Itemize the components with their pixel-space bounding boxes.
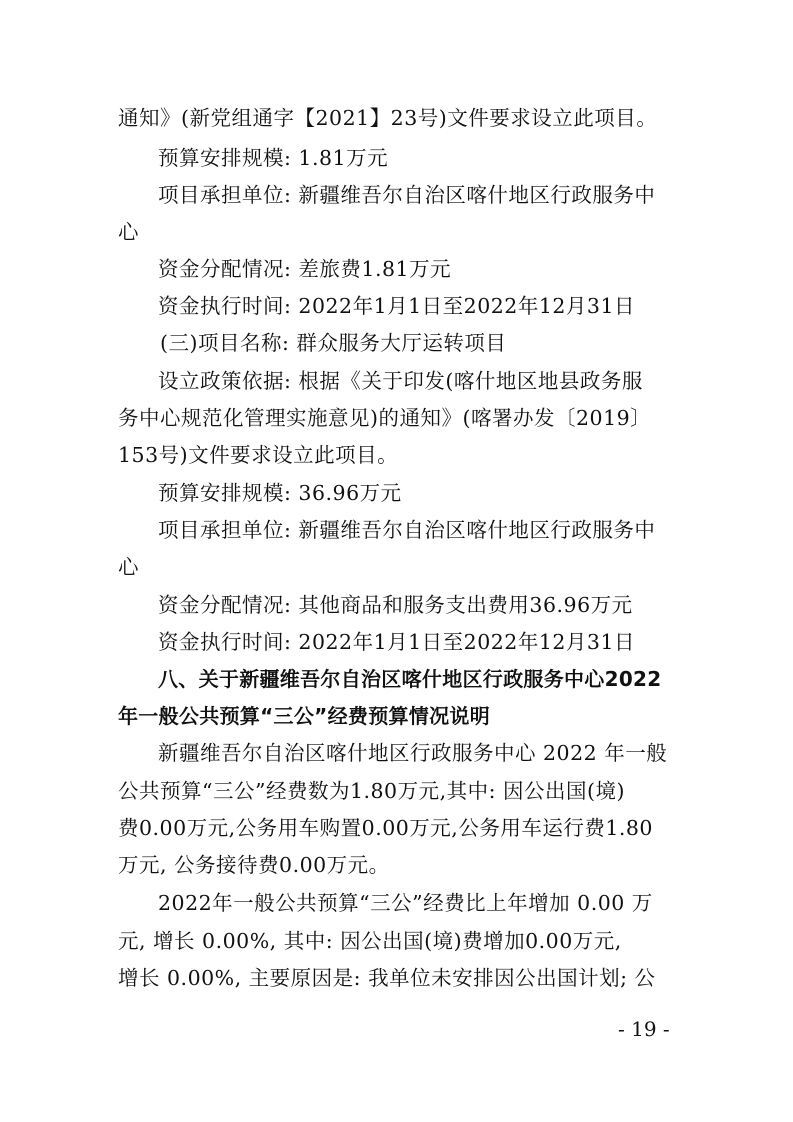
text-line: 预算安排规模: 1.81万元	[158, 146, 389, 170]
text-line: 预算安排规模: 36.96万元	[158, 481, 402, 505]
text-line: 元, 增长 0.00%, 其中: 因公出国(境)费增加0.00万元,	[118, 929, 622, 953]
text-line: 心	[118, 555, 139, 579]
section-heading: (三)项目名称: 群众服务大厅运转项目	[160, 331, 507, 355]
text-line: 公共预算“三公”经费数为1.80万元,其中: 因公出国(境)	[118, 779, 626, 803]
section-heading: 年一般公共预算“三公”经费预算情况说明	[118, 704, 490, 728]
text-line: 心	[118, 220, 139, 244]
text-line: 2022年一般公共预算“三公”经费比上年增加 0.00 万	[158, 891, 653, 915]
page-number: - 19 -	[618, 1017, 670, 1041]
text-line: 资金分配情况: 其他商品和服务支出费用36.96万元	[158, 593, 633, 617]
text-line: 费0.00万元,公务用车购置0.00万元,公务用车运行费1.80	[118, 816, 653, 840]
text-line: 万元, 公务接待费0.00万元。	[118, 853, 390, 877]
text-line: 通知》(新党组通字【2021】23号)文件要求设立此项目。	[118, 106, 658, 130]
text-line: 资金分配情况: 差旅费1.81万元	[158, 257, 452, 281]
text-line: 增长 0.00%, 主要原因是: 我单位未安排因公出国计划; 公	[118, 966, 656, 990]
text-line: 新疆维吾尔自治区喀什地区行政服务中心 2022 年一般	[158, 741, 668, 765]
text-line: 资金执行时间: 2022年1月1日至2022年12月31日	[158, 294, 636, 318]
text-line: 务中心规范化管理实施意见)的通知》(喀署办发〔2019〕	[118, 406, 652, 430]
text-line: 项目承担单位: 新疆维吾尔自治区喀什地区行政服务中	[158, 518, 656, 542]
text-line: 资金执行时间: 2022年1月1日至2022年12月31日	[158, 630, 636, 654]
text-line: 设立政策依据: 根据《关于印发(喀什地区地县政务服	[158, 369, 643, 393]
text-line: 项目承担单位: 新疆维吾尔自治区喀什地区行政服务中	[158, 183, 656, 207]
section-heading: 八、关于新疆维吾尔自治区喀什地区行政服务中心2022	[158, 667, 662, 691]
text-line: 153号)文件要求设立此项目。	[118, 443, 399, 467]
